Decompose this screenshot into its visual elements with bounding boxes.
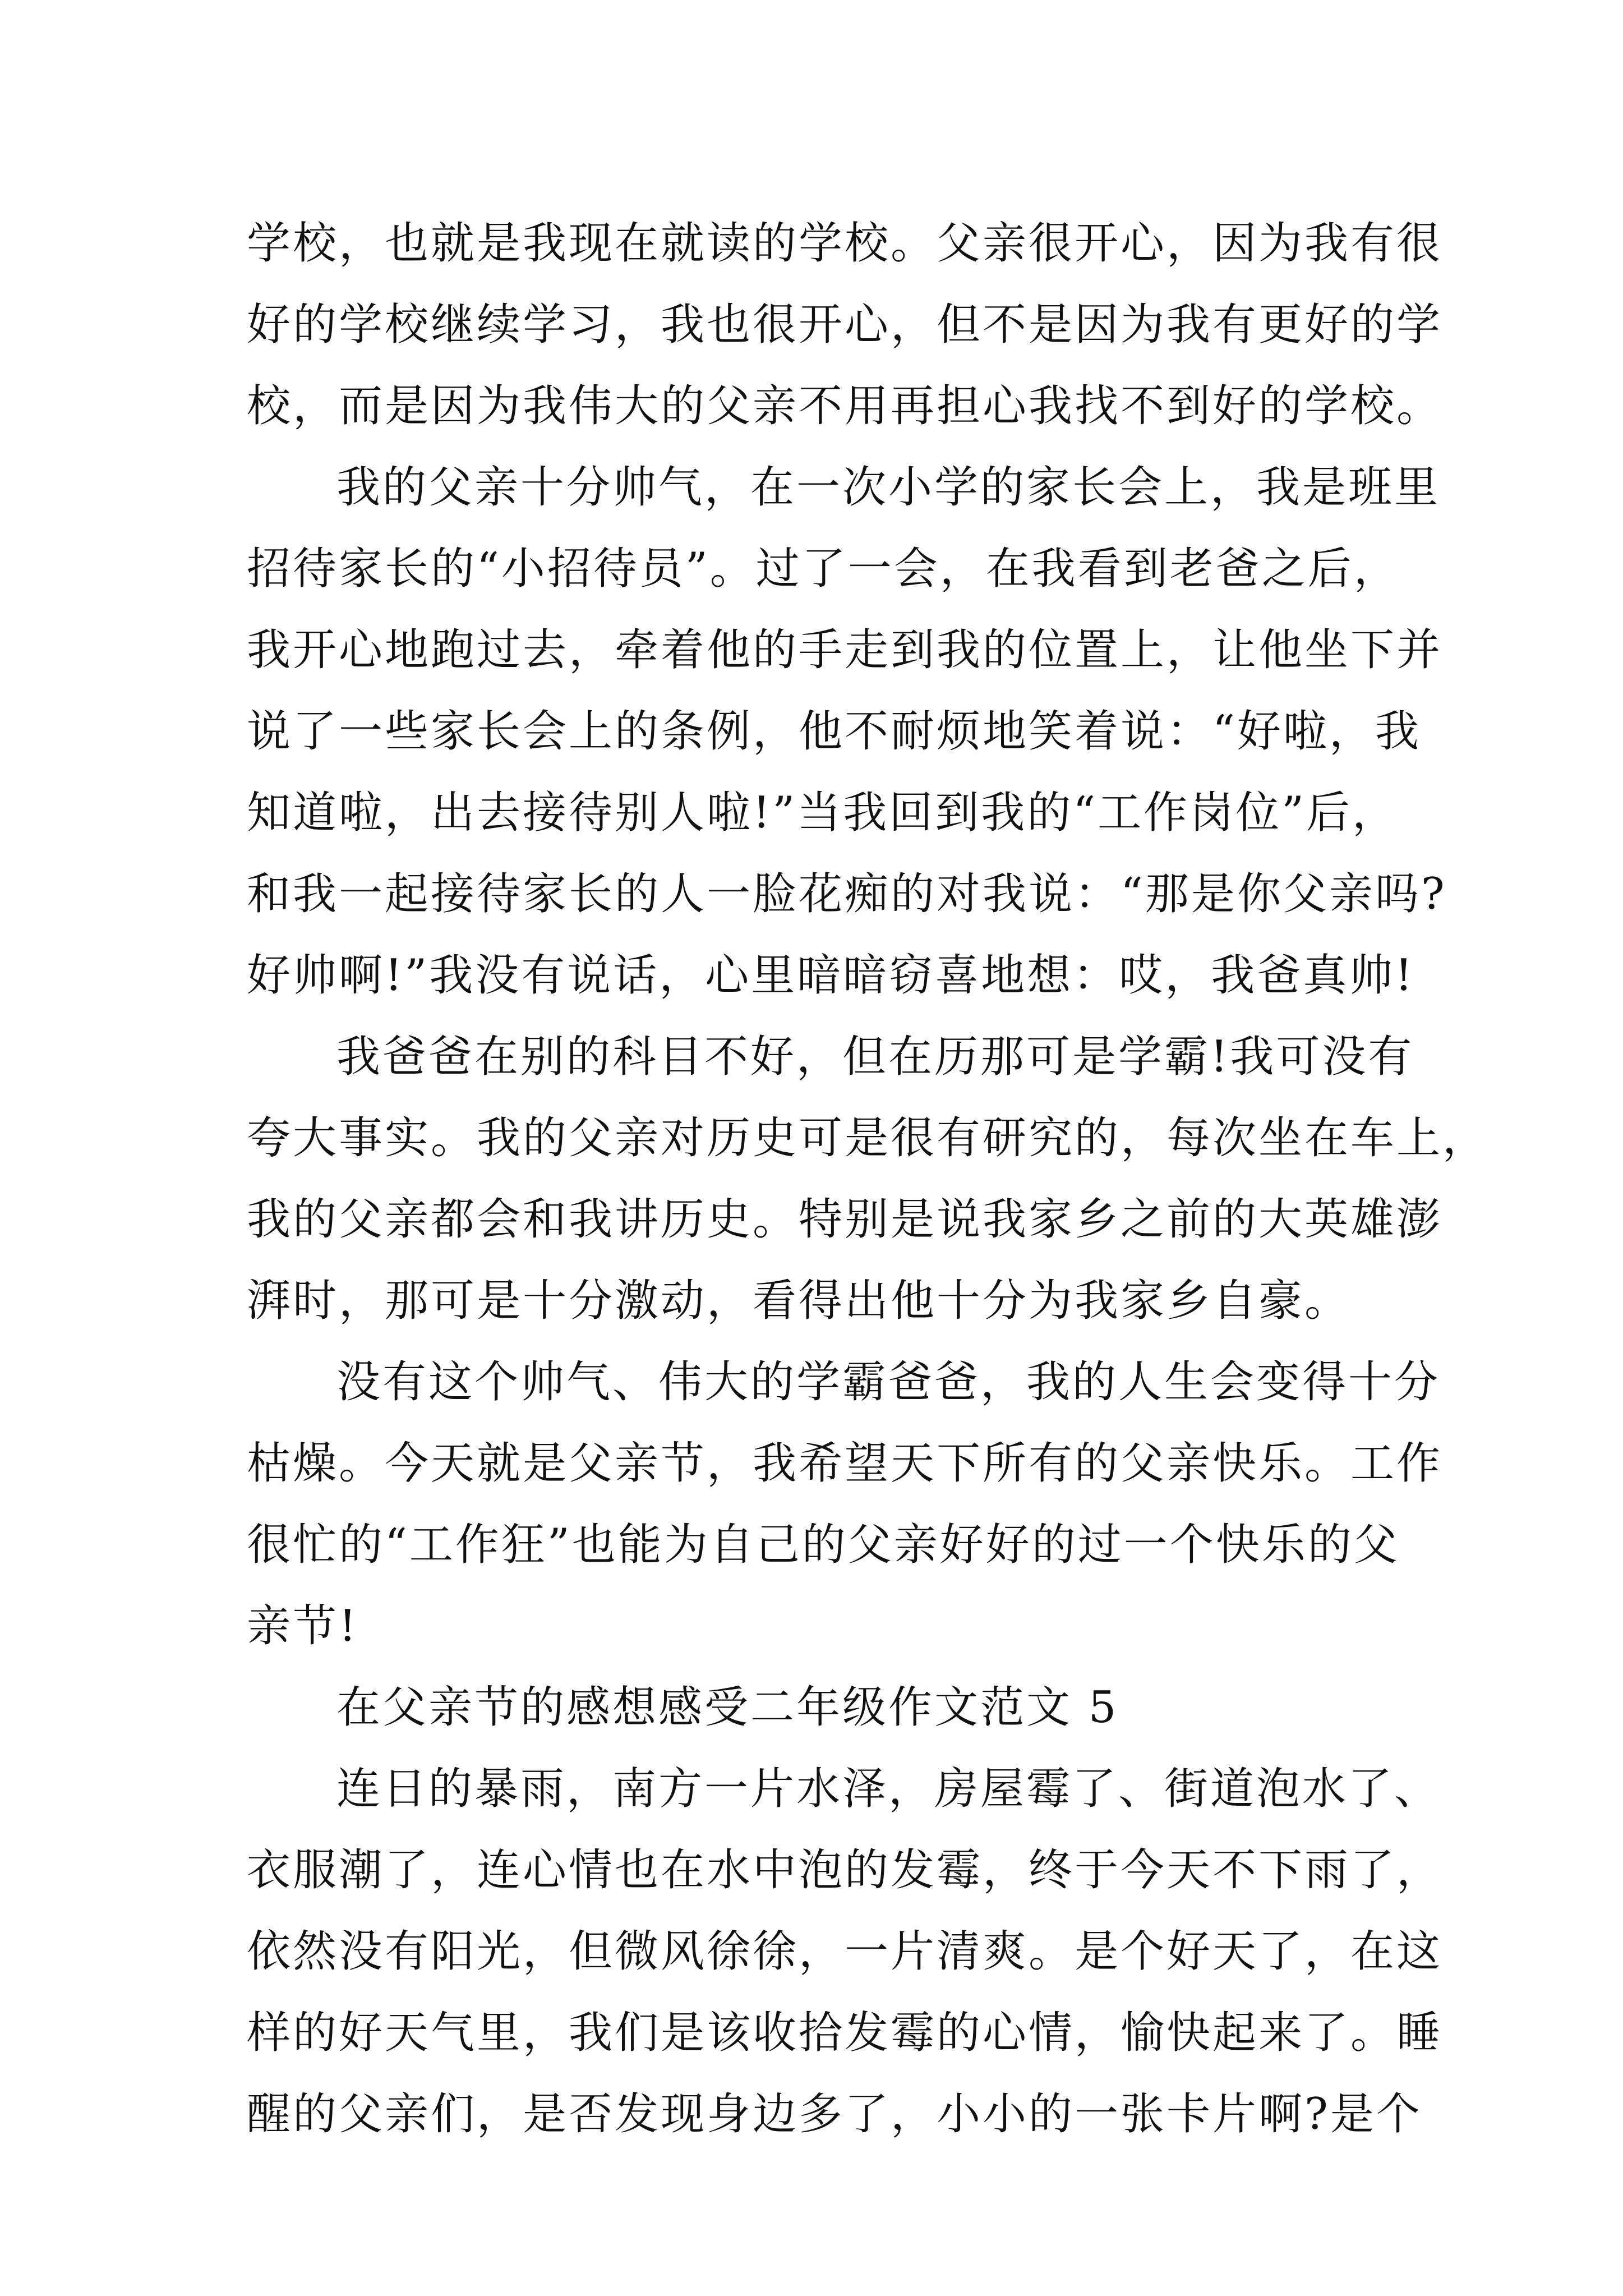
text-line: 在父亲节的感想感受二年级作文范文 5 [336,1682,1119,1733]
text-line: 说了一些家长会上的条例，他不耐烦地笑着说：“好啦，我 [247,706,1421,757]
text-line: 我开心地跑过去，牵着他的手走到我的位置上，让他坐下并 [247,625,1443,675]
text-line: 校，而是因为我伟大的父亲不用再担心我找不到好的学校。 [247,381,1443,431]
text-line: 知道啦，出去接待别人啦!”当我回到我的“工作岗位”后， [247,788,1398,838]
text-line: 湃时，那可是十分激动，看得出他十分为我家乡自豪。 [247,1276,1351,1326]
text-line: 好的学校继续学习，我也很开心，但不是因为我有更好的学 [247,300,1443,350]
document-body [247,203,1489,2155]
text-line: 招待家长的“小招待员”。过了一会，在我看到老爸之后， [247,544,1400,594]
text-line: 很忙的“工作狂”也能为自己的父亲好好的过一个快乐的父 [247,1520,1400,1570]
text-line: 亲节! [247,1601,359,1651]
text-line: 和我一起接待家长的人一脸花痴的对我说：“那是你父亲吗? [247,869,1447,919]
text-line: 我的父亲十分帅气，在一次小学的家长会上，我是班里 [336,462,1441,513]
text-line: 醒的父亲们，是否发现身边多了，小小的一张卡片啊?是个 [247,2089,1422,2139]
text-line: 学校，也就是我现在就读的学校。父亲很开心，因为我有很 [247,218,1443,269]
text-line: 没有这个帅气、伟大的学霸爸爸，我的人生会变得十分 [336,1357,1441,1407]
text-line: 样的好天气里，我们是该收拾发霉的心情，愉快起来了。睡 [247,2008,1443,2058]
text-line: 我爸爸在别的科目不好，但在历那可是学霸!我可没有 [336,1032,1414,1082]
text-line: 好帅啊!”我没有说话，心里暗暗窃喜地想：哎，我爸真帅! [247,950,1415,1001]
text-line: 夸大事实。我的父亲对历史可是很有研究的，每次坐在车上， [247,1113,1489,1163]
text-line: 连日的暴雨，南方一片水泽，房屋霉了、街道泡水了、 [336,1764,1441,1814]
text-line: 我的父亲都会和我讲历史。特别是说我家乡之前的大英雄澎 [247,1194,1443,1245]
text-line: 枯燥。今天就是父亲节，我希望天下所有的父亲快乐。工作 [247,1438,1443,1489]
text-line: 依然没有阳光，但微风徐徐，一片清爽。是个好天了，在这 [247,1926,1443,1977]
text-line: 衣服潮了，连心情也在水中泡的发霉，终于今天不下雨了， [247,1845,1443,1895]
